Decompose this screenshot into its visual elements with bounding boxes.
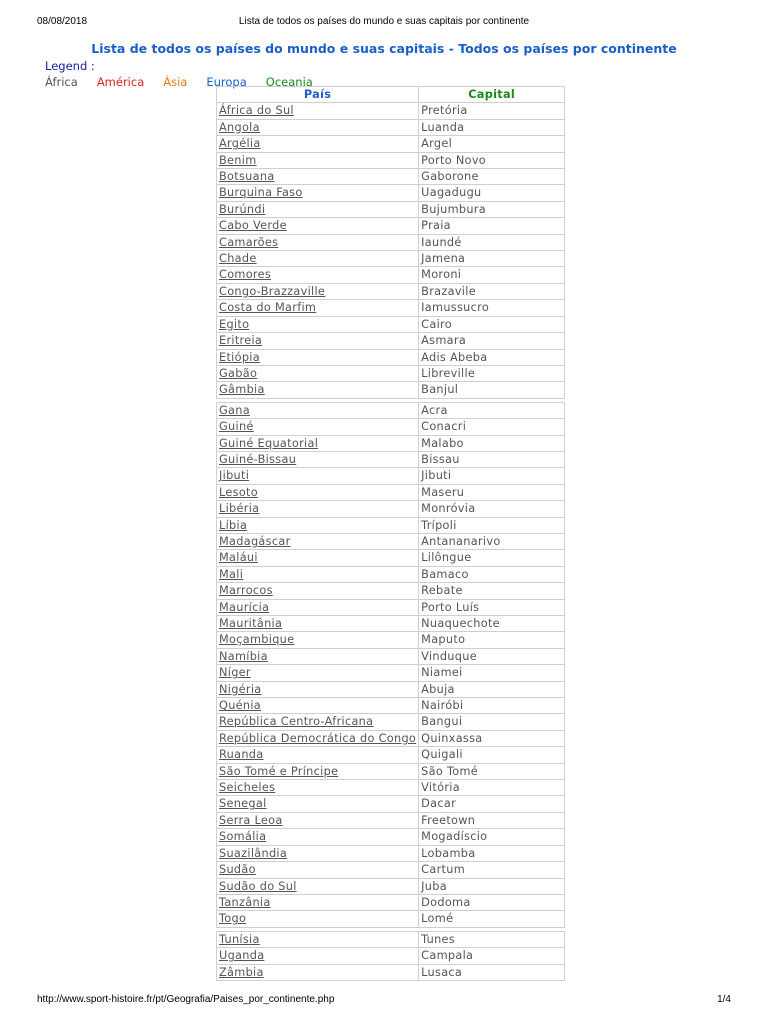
country-link[interactable]: Serra Leoa bbox=[217, 812, 419, 828]
table-row bbox=[217, 780, 565, 796]
country-link[interactable]: Nigéria bbox=[217, 681, 419, 697]
print-title: Lista de todos os países do mundo e suas capitais por continente bbox=[238, 16, 530, 27]
table-row bbox=[217, 251, 565, 267]
country-link[interactable]: Camarões bbox=[217, 234, 419, 250]
capital-cell: Campala bbox=[419, 948, 565, 964]
table-row bbox=[217, 333, 565, 349]
capital-cell: Lomé bbox=[419, 911, 565, 927]
table-row bbox=[217, 501, 565, 517]
table-row bbox=[217, 419, 565, 435]
table-row bbox=[217, 714, 565, 730]
country-link[interactable]: Gâmbia bbox=[217, 382, 419, 398]
capital-cell: Asmara bbox=[419, 333, 565, 349]
table-row bbox=[217, 812, 565, 828]
table-row bbox=[217, 730, 565, 746]
table-row bbox=[217, 583, 565, 599]
country-link[interactable]: Sudão bbox=[217, 862, 419, 878]
capital-cell: Luanda bbox=[419, 119, 565, 135]
capital-cell: Acra bbox=[419, 402, 565, 418]
table-row bbox=[217, 484, 565, 500]
capital-cell: Brazavile bbox=[419, 283, 565, 299]
print-footer bbox=[37, 994, 731, 1008]
countries-table bbox=[216, 86, 565, 981]
country-link[interactable]: República Centro-Africana bbox=[217, 714, 419, 730]
capital-cell: Gaborone bbox=[419, 169, 565, 185]
country-link[interactable]: Burquina Faso bbox=[217, 185, 419, 201]
country-link[interactable]: Congo-Brazzaville bbox=[217, 283, 419, 299]
country-link[interactable]: Etiópia bbox=[217, 349, 419, 365]
capital-cell: Praia bbox=[419, 218, 565, 234]
country-link[interactable]: Zâmbia bbox=[217, 964, 419, 980]
capital-cell: Abuja bbox=[419, 681, 565, 697]
table-row bbox=[217, 267, 565, 283]
legend-item-asia: Ásia bbox=[163, 75, 188, 89]
capital-cell: Cartum bbox=[419, 862, 565, 878]
legend-item-oceania: Oceania bbox=[265, 75, 313, 89]
country-link[interactable]: Tunísia bbox=[217, 931, 419, 947]
capital-cell: Lilôngue bbox=[419, 550, 565, 566]
capital-cell: Lobamba bbox=[419, 845, 565, 861]
capital-cell: Jibuti bbox=[419, 468, 565, 484]
table-row bbox=[217, 365, 565, 381]
legend-item-europa: Europa bbox=[206, 75, 247, 89]
country-link[interactable]: Marrocos bbox=[217, 583, 419, 599]
table-row bbox=[217, 533, 565, 549]
capital-cell: Cairo bbox=[419, 316, 565, 332]
country-link[interactable]: Guiné bbox=[217, 419, 419, 435]
table-row bbox=[217, 796, 565, 812]
table-row bbox=[217, 103, 565, 119]
country-link[interactable]: Somália bbox=[217, 829, 419, 845]
capital-cell: Bujumbura bbox=[419, 201, 565, 217]
capital-cell: Monróvia bbox=[419, 501, 565, 517]
capital-cell: Porto Luís bbox=[419, 599, 565, 615]
capital-cell: Vinduque bbox=[419, 648, 565, 664]
capital-cell: Bangui bbox=[419, 714, 565, 730]
table-row bbox=[217, 136, 565, 152]
print-header bbox=[37, 16, 731, 30]
country-link[interactable]: Togo bbox=[217, 911, 419, 927]
table-row bbox=[217, 382, 565, 398]
capital-cell: Lusaca bbox=[419, 964, 565, 980]
country-link[interactable]: Burúndi bbox=[217, 201, 419, 217]
country-link[interactable]: Botsuana bbox=[217, 169, 419, 185]
country-link[interactable]: Guiné Equatorial bbox=[217, 435, 419, 451]
table-row bbox=[217, 829, 565, 845]
capital-cell: Maputo bbox=[419, 632, 565, 648]
country-link[interactable]: Madagáscar bbox=[217, 533, 419, 549]
table-row bbox=[217, 911, 565, 927]
capital-cell: Maseru bbox=[419, 484, 565, 500]
table-row bbox=[217, 435, 565, 451]
capital-cell: Vitória bbox=[419, 780, 565, 796]
capital-cell: Quinxassa bbox=[419, 730, 565, 746]
table-header-row bbox=[217, 87, 565, 103]
country-link[interactable]: Suazilândia bbox=[217, 845, 419, 861]
page-number: 1/4 bbox=[717, 994, 731, 1005]
table-row bbox=[217, 599, 565, 615]
country-link[interactable]: Maláui bbox=[217, 550, 419, 566]
table-row bbox=[217, 316, 565, 332]
column-header-capital: Capital bbox=[419, 87, 565, 103]
table-row bbox=[217, 747, 565, 763]
capital-cell: Conacri bbox=[419, 419, 565, 435]
capital-cell: Libreville bbox=[419, 365, 565, 381]
capital-cell: Bissau bbox=[419, 451, 565, 467]
table-row bbox=[217, 517, 565, 533]
country-link[interactable]: Angola bbox=[217, 119, 419, 135]
capital-cell: Antananarivo bbox=[419, 533, 565, 549]
table-row bbox=[217, 169, 565, 185]
legend-item-africa: África bbox=[45, 75, 78, 89]
table-row bbox=[217, 201, 565, 217]
table-row bbox=[217, 402, 565, 418]
capital-cell: Dacar bbox=[419, 796, 565, 812]
country-link[interactable]: Costa do Marfim bbox=[217, 300, 419, 316]
table-row bbox=[217, 964, 565, 980]
table-row bbox=[217, 894, 565, 910]
capital-cell: Adis Abeba bbox=[419, 349, 565, 365]
country-link[interactable]: Jibuti bbox=[217, 468, 419, 484]
country-link[interactable]: República Democrática do Congo bbox=[217, 730, 419, 746]
capital-cell: Mogadíscio bbox=[419, 829, 565, 845]
country-link[interactable]: Benim bbox=[217, 152, 419, 168]
table-row bbox=[217, 185, 565, 201]
table-row bbox=[217, 616, 565, 632]
country-link[interactable]: Senegal bbox=[217, 796, 419, 812]
capital-cell: Jamena bbox=[419, 251, 565, 267]
capital-cell: Trípoli bbox=[419, 517, 565, 533]
country-link[interactable]: Gabão bbox=[217, 365, 419, 381]
country-link[interactable]: Mauritânia bbox=[217, 616, 419, 632]
country-link[interactable]: Guiné-Bissau bbox=[217, 451, 419, 467]
capital-cell: Niamei bbox=[419, 665, 565, 681]
capital-cell: Porto Novo bbox=[419, 152, 565, 168]
country-link[interactable]: Líbia bbox=[217, 517, 419, 533]
table-row bbox=[217, 763, 565, 779]
print-url: http://www.sport-histoire.fr/pt/Geografia/Paises_por_continente.php bbox=[37, 994, 335, 1005]
page-title: Lista de todos os países do mundo e suas capitais - Todos os países por continente bbox=[91, 41, 677, 56]
capital-cell: Juba bbox=[419, 878, 565, 894]
table-row bbox=[217, 468, 565, 484]
country-link[interactable]: São Tomé e Príncipe bbox=[217, 763, 419, 779]
country-link[interactable]: Libéria bbox=[217, 501, 419, 517]
table-row bbox=[217, 119, 565, 135]
capital-cell: Malabo bbox=[419, 435, 565, 451]
capital-cell: Nuaquechote bbox=[419, 616, 565, 632]
table-row bbox=[217, 349, 565, 365]
print-date: 08/08/2018 bbox=[37, 16, 88, 27]
legend-label: Legend : bbox=[45, 59, 95, 73]
table-row bbox=[217, 566, 565, 582]
country-link[interactable]: Níger bbox=[217, 665, 419, 681]
column-header-country: País bbox=[217, 87, 419, 103]
country-link[interactable]: Uganda bbox=[217, 948, 419, 964]
capital-cell: Bamaco bbox=[419, 566, 565, 582]
table-row bbox=[217, 862, 565, 878]
table-row bbox=[217, 948, 565, 964]
country-link[interactable]: Egito bbox=[217, 316, 419, 332]
table-row bbox=[217, 931, 565, 947]
country-link[interactable]: Moçambique bbox=[217, 632, 419, 648]
capital-cell: Uagadugu bbox=[419, 185, 565, 201]
capital-cell: Argel bbox=[419, 136, 565, 152]
table-row bbox=[217, 665, 565, 681]
capital-cell: Iamussucro bbox=[419, 300, 565, 316]
capital-cell: Tunes bbox=[419, 931, 565, 947]
capital-cell: Quigali bbox=[419, 747, 565, 763]
capital-cell: Freetown bbox=[419, 812, 565, 828]
table-row bbox=[217, 234, 565, 250]
table-row bbox=[217, 632, 565, 648]
table-row bbox=[217, 648, 565, 664]
country-link[interactable]: Gana bbox=[217, 402, 419, 418]
capital-cell: Nairóbi bbox=[419, 698, 565, 714]
country-link[interactable]: Cabo Verde bbox=[217, 218, 419, 234]
table-row bbox=[217, 550, 565, 566]
capital-cell: Rebate bbox=[419, 583, 565, 599]
country-link[interactable]: Mali bbox=[217, 566, 419, 582]
country-link[interactable]: Eritreia bbox=[217, 333, 419, 349]
capital-cell: Pretória bbox=[419, 103, 565, 119]
table-row bbox=[217, 845, 565, 861]
table-body bbox=[217, 103, 565, 981]
country-link[interactable]: Maurícia bbox=[217, 599, 419, 615]
country-link[interactable]: Namíbia bbox=[217, 648, 419, 664]
table-row bbox=[217, 878, 565, 894]
country-link[interactable]: Lesoto bbox=[217, 484, 419, 500]
table-row bbox=[217, 283, 565, 299]
country-link[interactable]: Tanzânia bbox=[217, 894, 419, 910]
table-row bbox=[217, 681, 565, 697]
capital-cell: Moroni bbox=[419, 267, 565, 283]
capital-cell: Banjul bbox=[419, 382, 565, 398]
table-row bbox=[217, 451, 565, 467]
table-row bbox=[217, 152, 565, 168]
country-link[interactable]: Ruanda bbox=[217, 747, 419, 763]
country-link[interactable]: Sudão do Sul bbox=[217, 878, 419, 894]
table-row bbox=[217, 218, 565, 234]
country-link[interactable]: Argélia bbox=[217, 136, 419, 152]
country-link[interactable]: África do Sul bbox=[217, 103, 419, 119]
legend-item-america: América bbox=[96, 75, 145, 89]
capital-cell: Dodoma bbox=[419, 894, 565, 910]
capital-cell: São Tomé bbox=[419, 763, 565, 779]
table-row bbox=[217, 698, 565, 714]
country-link[interactable]: Quénia bbox=[217, 698, 419, 714]
country-link[interactable]: Comores bbox=[217, 267, 419, 283]
country-link[interactable]: Seicheles bbox=[217, 780, 419, 796]
capital-cell: Iaundé bbox=[419, 234, 565, 250]
country-link[interactable]: Chade bbox=[217, 251, 419, 267]
table-row bbox=[217, 300, 565, 316]
